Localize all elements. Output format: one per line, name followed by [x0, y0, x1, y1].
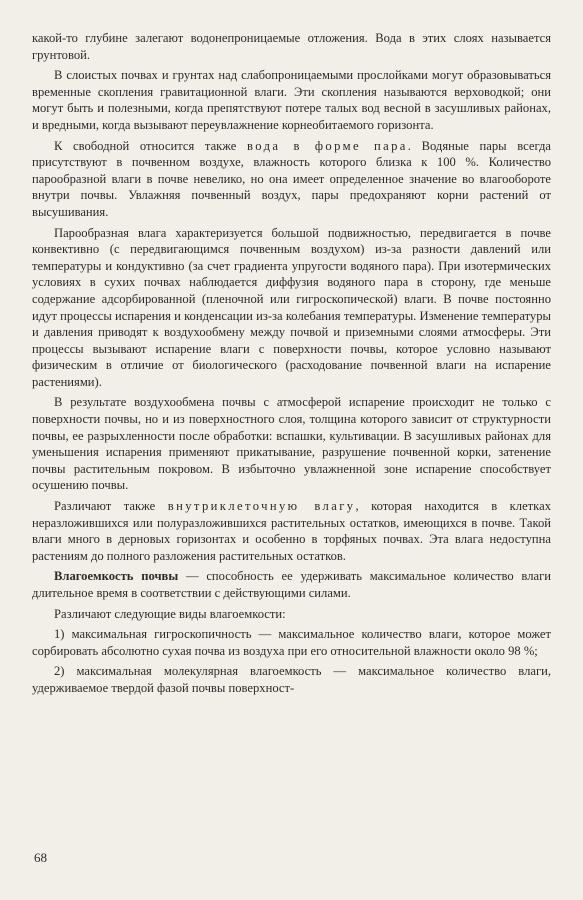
paragraph-water-capacity-post: — способность ее удерживать максимальное количество влаги длительное время в соответствии с действующими силами.: [32, 569, 551, 600]
term-water-capacity: Влагоемкость почвы: [54, 569, 179, 584]
paragraph-groundwater: какой-то глубине залегают водонепроницаемые отложения. Вода в этих слоях называется грунтовой.: [32, 31, 551, 62]
page-text: [32, 30, 551, 697]
paragraph-perched-water: В слоистых почвах и грунтах над слабопроницаемыми прослойками могут образовываться временные скопления гравитационной влаги. Эти скопления называются верховодкой; они могут быть и полезными, когда препятствуют потере талых вод весной в засушливых районах, и вредными, когда вызывают переувлажнение корнеобитаемого горизонта.: [32, 68, 551, 132]
list-item-molecular-capacity: 2) максимальная молекулярная влагоемкость — максимальное количество влаги, удерживаемое твердой фазой почвы поверхност-: [32, 664, 551, 695]
paragraph-intracellular-pre: Различают также: [54, 499, 168, 514]
paragraph-vapor-water-post: . Водяные пары всегда присутствуют в почвенном воздухе, влажность которого близка к 100 %. Количество парообразной влаги в почве невелико, но она имеет определенное значение во влагообороте внутри почвы. Увлажняя почвенный воздух, пары предохраняют корни растений от высушивания.: [32, 138, 551, 219]
paragraph-vapor-water-pre: К свободной относится также: [54, 138, 248, 153]
paragraph-intracellular-post: , которая находится в клетках неразложившихся или полуразложившихся растительных остатков, имеющихся в почве. Такой влаги много в дерновых горизонтах и особенно в торфяных почвах. Эта влага недоступна растениям до полного разложения растительных остатков.: [32, 499, 551, 563]
paragraph-vapor-mobility: Парообразная влага характеризуется большой подвижностью, передвигается в почве конвективно (с передвигающимся почвенным воздухом) из-за разности давлений или температуры и кондуктивно (за счет градиента упругости водяного пара). При изотермических условиях в сухих почвах наблюдается диффузия водяного пара в сторону, где меньше содержание адсорбированной (пленочной или гигроскопической) влаги. В почве постоянно идут процессы испарения и конденсации из-за колебания температуры. Изменение температуры и давления приводят к воздухообмену между почвой и приземными слоями атмосферы. Эти процессы вызывают испарение влаги с поверхности почвы, которое условно называют физическим в отличие от биологического (расходование почвенной влаги на испарение растениями).: [32, 225, 551, 389]
paragraph-intracellular-water: [32, 498, 551, 564]
term-vapor-water: вода в форме пара: [247, 138, 408, 153]
list-item-hygroscopicity: 1) максимальная гигроскопичность — максимальное количество влаги, которое может сорбировать абсолютно сухая почва из воздуха при его относительной влажности около 98 %;: [32, 627, 551, 658]
paragraph-vapor-water: [32, 138, 551, 221]
page-number: 68: [34, 850, 47, 865]
paragraph-capacity-types: Различают следующие виды влагоемкости:: [54, 606, 286, 621]
paragraph-water-capacity: [32, 568, 551, 601]
paragraph-air-exchange: В результате воздухообмена почвы с атмосферой испарение происходит не только с поверхности почвы, но и из поверхностного слоя, толщина которого зависит от структурности почвы, ее разрыхленности после обработки: вспашки, культивации. В засушливых районах для уменьшения испарения применяют прикатывание, разрушение почвенной корки, затенение почвы растительным покровом. В избыточно увлажненной зоне испарение способствует осушению почвы.: [32, 395, 551, 493]
term-intracellular-water: внутриклеточную влагу: [167, 499, 356, 514]
